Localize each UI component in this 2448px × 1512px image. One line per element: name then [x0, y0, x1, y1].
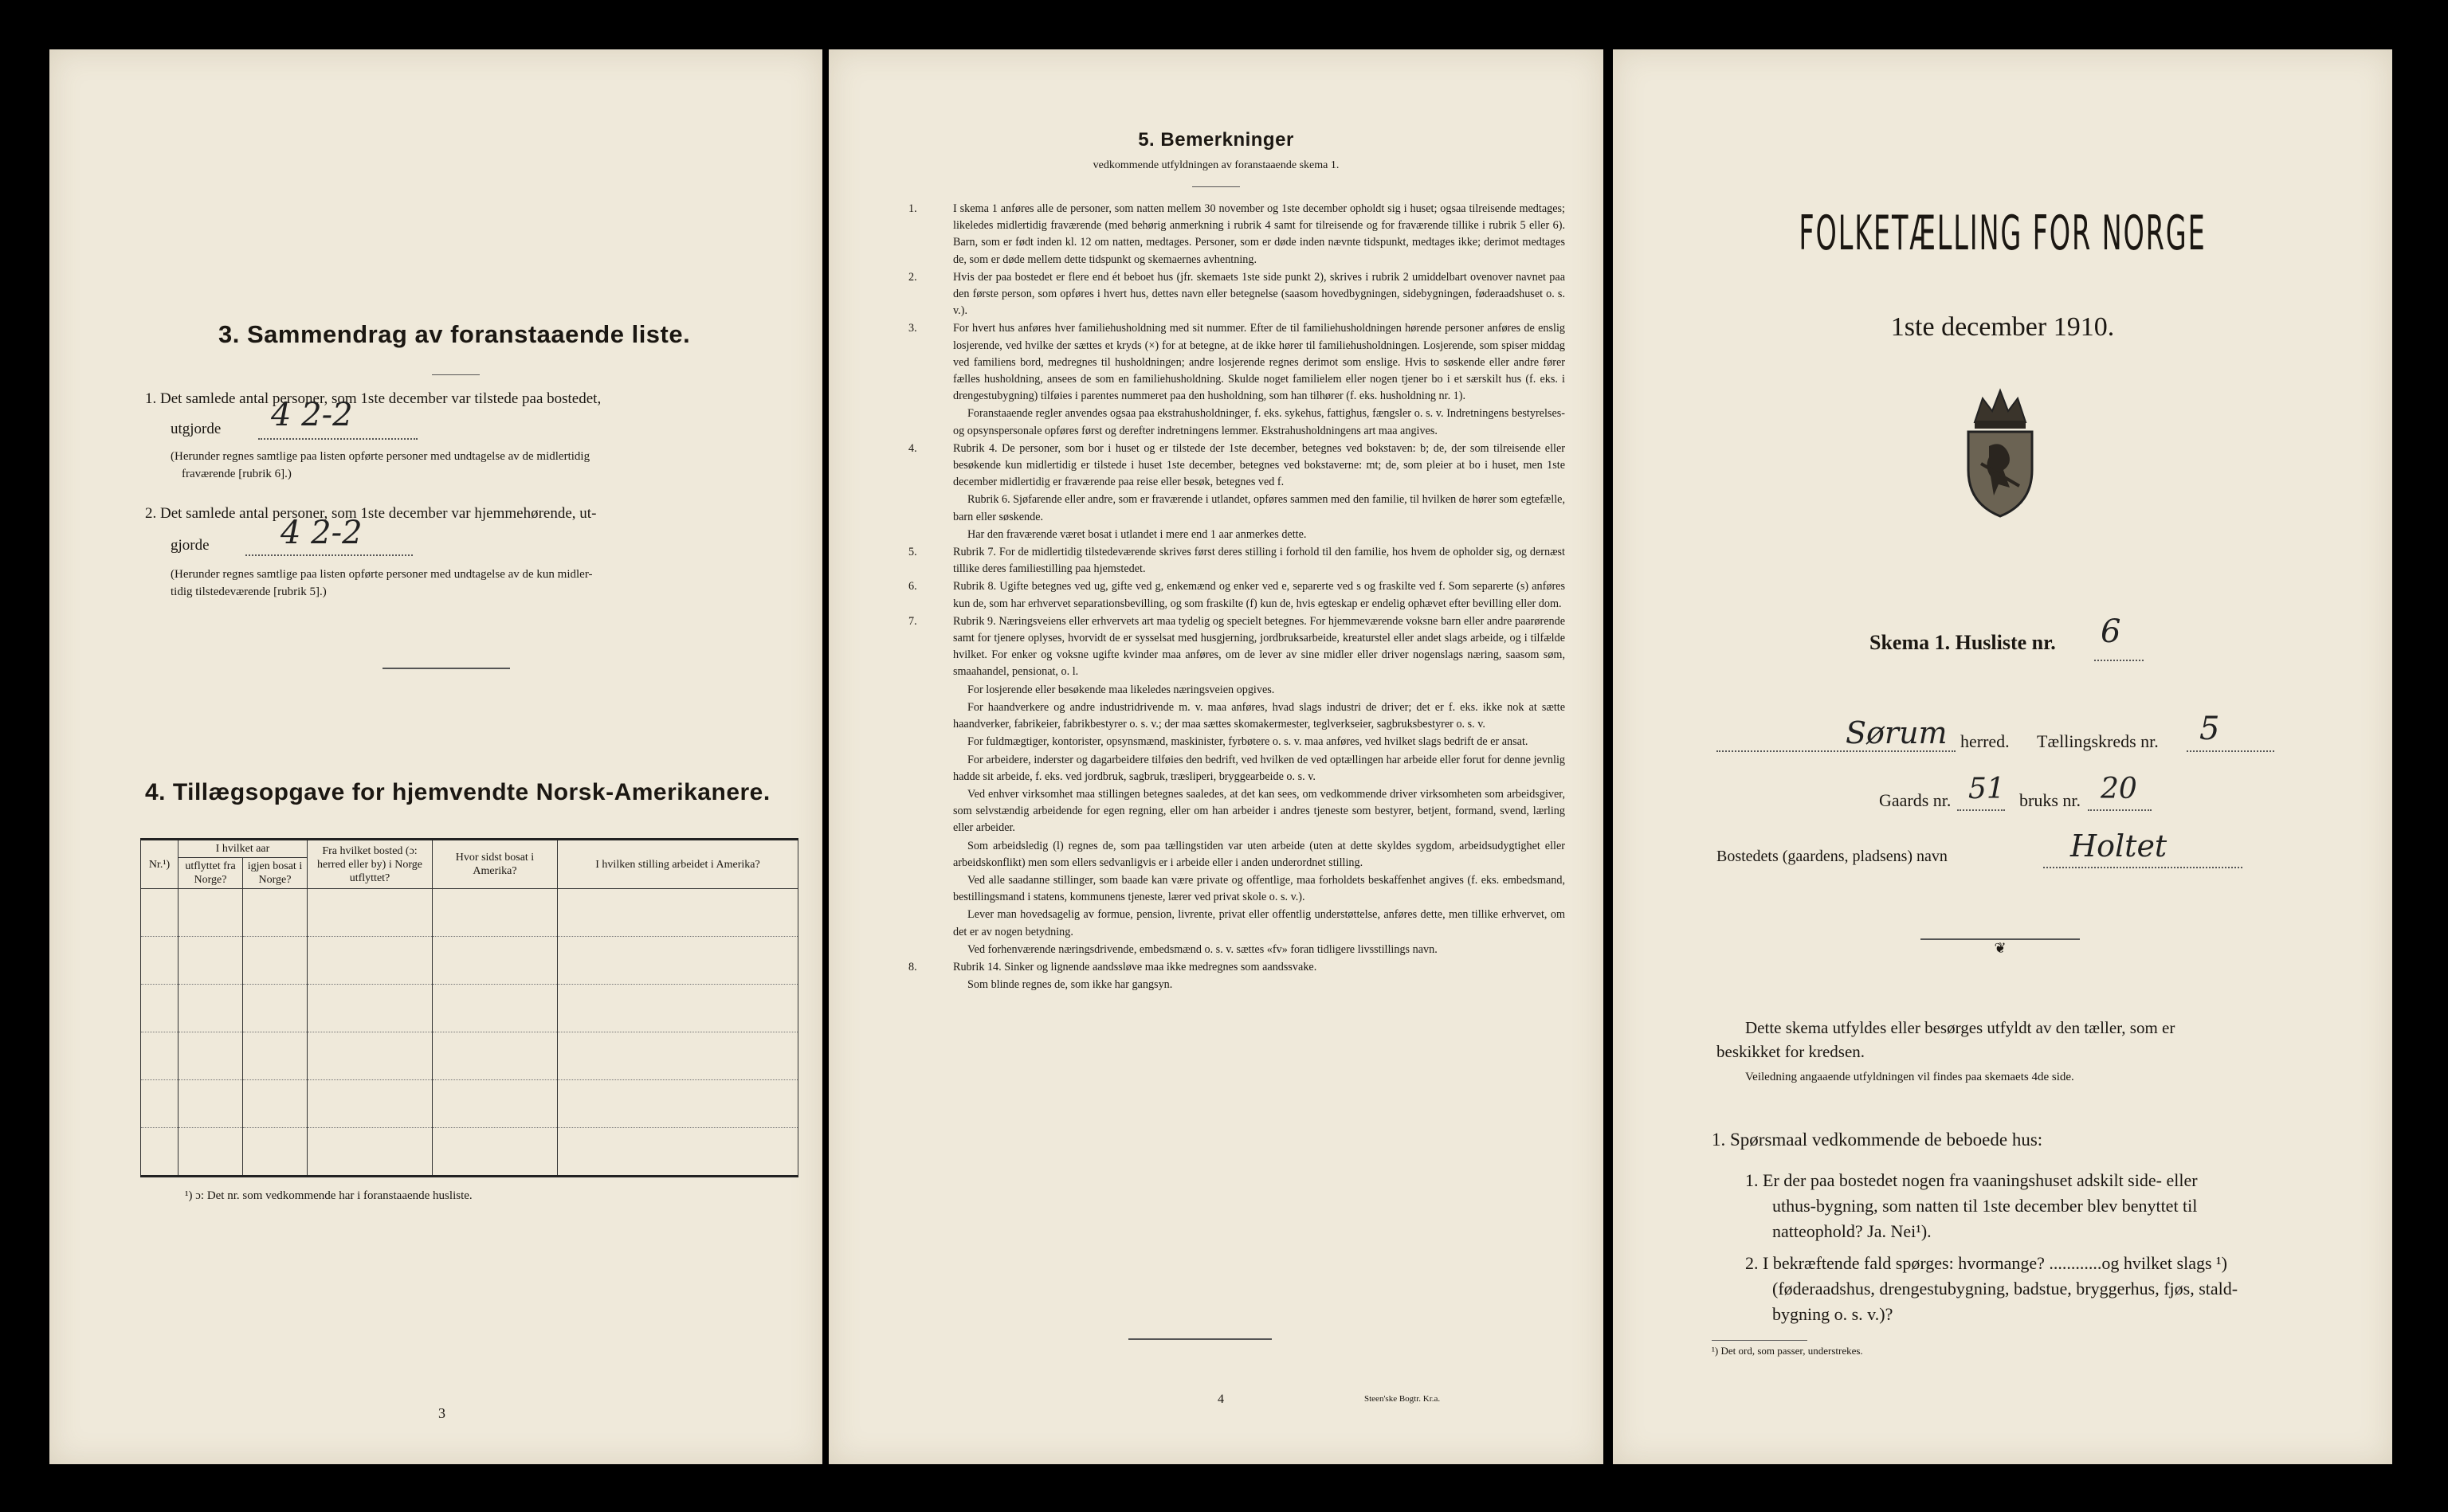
instruction-note: Veiledning angaaende utfyldningen vil findes paa skemaets 4de side.	[1745, 1071, 2074, 1083]
fill-line	[2088, 809, 2152, 811]
remark-text: For haandverkere og andre industridrivende m. v. maa anføres, hvad slags industri de driver; det er f. eks. ikke nok at sætte haandverker, fabrikeier, fabrikbestyrer o. s. v.; der maa sættes skomakermester, teglverkseier, sagbruksbestyrer o. s. v.	[953, 700, 1565, 731]
bruks-value[interactable]: 20	[2101, 773, 2137, 805]
instruction-line-1: Dette skema utfyldes eller besørges utfyldt av den tæller, som er	[1745, 1018, 2175, 1037]
remark-text: For hvert hus anføres hver familiehusholdning med sit nummer. Efter de til familiehusholdningen hørende personer anføres de enslig losjerende, ved hvilke der sættes et kryds (×) for at betegne, at de ikke hører til familiehusholdningen. Losjerende, som spiser middag ved familiens bord, medregnes til husholdningen; andre losjerende regnes derimot som enslige. Hvis to søskende eller andre fører fælles husholdning, ansees de som en familiehusholdning. Skulde noget familielem eller nogen tjener bo i et særskilt hus (f. eks. i drengestubygning) tilføies i parentes nummeret paa den husholdning, som han tilhører (f. eks. husholdning nr. 1).	[953, 322, 1565, 403]
question-2	[1745, 1251, 2238, 1327]
cover-page	[1613, 49, 2392, 1464]
page-number: 3	[438, 1405, 445, 1421]
remark-paragraph	[931, 527, 1565, 543]
remark-paragraph	[931, 682, 1565, 699]
note-line: fraværende [rubrik 6].)	[182, 468, 292, 480]
bruks-label: bruks nr.	[2019, 790, 2081, 810]
remark-paragraph	[931, 699, 1565, 733]
table-row	[141, 1080, 798, 1128]
question-line: 2. I bekræftende fald spørges: hvormange? ............og hvilket slags ¹)	[1745, 1253, 2227, 1273]
cover-date: 1ste december 1910.	[1890, 312, 2115, 342]
bosted-label: Bostedets (gaardens, pladsens) navn	[1716, 848, 1948, 865]
remark-text: Hvis der paa bostedet er flere end ét beboet hus (jfr. skemaets 1ste side punkt 2), skrives i rubrik 2 umiddelbart ovenover navnet paa den første person, som opføres i hvert hus, dettes navn eller betegnelse (saasom hovedbygningen, sidebygningen, føderaadshuset o. s. v.).	[953, 270, 1565, 318]
remark-paragraph	[908, 441, 1565, 492]
remark-paragraph	[908, 269, 1565, 320]
ornament-icon: ❦	[1994, 940, 2007, 956]
remark-number: 2.	[908, 270, 917, 284]
divider	[382, 668, 510, 669]
fill-line	[2094, 660, 2144, 661]
fill-line	[258, 438, 418, 440]
remarks-title: 5. Bemerkninger	[1138, 129, 1294, 151]
remark-number: 5.	[908, 546, 917, 559]
remark-paragraph	[931, 405, 1565, 439]
remark-text: Rubrik 6. Sjøfarende eller andre, som er fraværende i utlandet, opføres sammen med den familie, til hvilken de hører som egtefælle, barn eller søskende.	[953, 493, 1565, 523]
col-utflyttet: utflyttet fra Norge?	[178, 858, 243, 889]
table-row	[141, 937, 798, 985]
remark-text: For losjerende eller besøkende maa likeledes næringsveien opgives.	[967, 683, 1275, 696]
divider	[1128, 1338, 1272, 1340]
divider	[432, 374, 480, 375]
remark-paragraph	[931, 872, 1565, 906]
remark-text: Foranstaaende regler anvendes ogsaa paa ekstrahusholdninger, f. eks. sykehus, fattighus, fængsler o. s. v. Indretningens bestyrelses- og opsynspersonale opføres først og derefter indretningens lemmer. Ekstrahusholdningens art maa angives.	[953, 407, 1565, 437]
remark-number: 7.	[908, 614, 917, 628]
bosted-value[interactable]: Holtet	[2070, 828, 2168, 864]
skema-label: Skema 1. Husliste nr.	[1869, 631, 2056, 654]
remark-text: Har den fraværende været bosat i utlandet i mere end 1 aar anmerkes dette.	[967, 527, 1307, 541]
remark-paragraph	[931, 492, 1565, 525]
divider	[1192, 186, 1240, 187]
table-row	[141, 1128, 798, 1177]
remark-paragraph	[908, 320, 1565, 405]
cover-footnote: ¹) Det ord, som passer, understrekes.	[1712, 1345, 1863, 1357]
remark-text: For fuldmægtiger, kontorister, opsynsmænd, maskinister, fyrbøtere o. s. v. maa anføres, ved hvilket slags bedrift de er ansat.	[967, 735, 1528, 749]
question-1	[1745, 1168, 2198, 1244]
cover-title: FOLKETÆLLING FOR NORGE	[1799, 206, 2207, 261]
summary-item-1-value[interactable]: 4 2-2	[271, 397, 353, 433]
remark-text: Rubrik 9. Næringsveiens eller erhvervets art maa tydelig og specielt betegnes. For hjemmeværende voksne barn eller andre paarørende samt for tjenere oplyses, hvorvidt de er sysselsat med husgjerning, jordbruksarbeide, kreaturstel eller andet slags arbeide, og i tilfælde hvilket. For enker og voksne ugifte kvinder maa anføres, om de lever av sine midler eller driver nogenslags næring, saasom søm, smaahandel, pensionat, o. l.	[953, 614, 1565, 679]
fill-line	[2043, 867, 2242, 868]
remark-text: Som arbeidsledig (l) regnes de, som paa tællingstiden var uten arbeide (uten at dette skyldes sygdom, arbeidsudygtighet eller arbeidskonflikt) men som ellers sedvanligvis er i arbeide eller i anden underordnet stilling.	[953, 839, 1565, 869]
remarks-list	[908, 201, 1565, 994]
remark-paragraph	[931, 942, 1565, 958]
remark-number: 8.	[908, 960, 917, 973]
kreds-value[interactable]: 5	[2199, 711, 2220, 747]
table-footnote: ¹) ɔ: Det nr. som vedkommende har i foranstaaende husliste.	[185, 1189, 473, 1202]
remark-text: Ved forhenværende næringsdrivende, embedsmænd o. s. v. sættes «fv» foran tidligere livsstillings navn.	[967, 942, 1438, 956]
page-number: 4	[1218, 1393, 1224, 1406]
kreds-label: Tællingskreds nr.	[2037, 731, 2159, 751]
remark-text: Rubrik 8. Ugifte betegnes ved ug, gifte ved g, enkemænd og enker ved e, separerte ved s og fraskilte ved f. Som separerte (s) anføres kun de, som har erhvervet separationsbevilling, og som fraskilte (f) kun de, hvis egteskap er endelig ophævet efter bevilling eller dom.	[953, 580, 1565, 610]
summary-item-2-note	[171, 566, 808, 601]
fill-line	[2187, 750, 2274, 752]
instruction-line-2: beskikket for kredsen.	[1716, 1042, 1865, 1061]
remark-text: Som blinde regnes de, som ikke har gangsyn.	[967, 978, 1173, 992]
fill-line	[245, 554, 413, 556]
col-fra-bosted: Fra hvilket bosted (ɔ: herred eller by) i Norge utflyttet?	[308, 840, 433, 889]
remark-text: Ved alle saadanne stillinger, som baade kan være private og offentlige, maa forholdets beskaffenhet angives (f. eks. embedsmand, bestillingsmand i statens, kommunens tjeneste, lærer ved privat skole o. s. v.).	[953, 873, 1565, 904]
note-line: (Herunder regnes samtlige paa listen opførte personer med undtagelse av de midlertidig	[171, 450, 590, 463]
page-3	[49, 49, 822, 1464]
remark-paragraph	[908, 959, 1565, 976]
col-stilling: I hvilken stilling arbeidet i Amerika?	[558, 840, 798, 889]
table-row	[141, 889, 798, 937]
col-igjen: igjen bosat i Norge?	[243, 858, 308, 889]
remark-number: 4.	[908, 441, 917, 455]
remark-paragraph	[908, 544, 1565, 578]
printer-imprint: Steen'ske Bogtr. Kr.a.	[1364, 1394, 1441, 1404]
section-3-title: 3. Sammendrag av foranstaaende liste.	[218, 320, 691, 348]
norway-coat-of-arms-icon	[1957, 384, 2043, 519]
remark-number: 3.	[908, 322, 917, 335]
remark-number: 6.	[908, 580, 917, 593]
summary-item-2-value[interactable]: 4 2-2	[280, 515, 363, 551]
remark-number: 1.	[908, 202, 917, 215]
divider	[1712, 1340, 1807, 1341]
fill-line	[1957, 809, 2005, 811]
question-line: natteophold? Ja. Nei¹).	[1772, 1221, 1932, 1241]
question-line: 1. Er der paa bostedet nogen fra vaaningshuset adskilt side- eller	[1745, 1170, 2198, 1190]
note-line: tidig tilstedeværende [rubrik 5].)	[171, 586, 327, 598]
summary-item-1	[145, 387, 798, 411]
husliste-number[interactable]: 6	[2101, 613, 2121, 650]
remark-paragraph	[931, 786, 1565, 837]
table-row	[141, 985, 798, 1032]
section-4-title: 4. Tillægsopgave for hjemvendte Norsk-Amerikanere.	[145, 779, 771, 805]
col-hvor: Hvor sidst bosat i Amerika?	[433, 840, 558, 889]
remark-text: Rubrik 7. For de midlertidig tilstedeværende skrives først deres stilling i forhold til den familie, hos hvem de opholder sig, og dernæst tillike deres familiestilling paa hjemstedet.	[953, 546, 1565, 576]
question-line: uthus-bygning, som natten til 1ste december blev benyttet til	[1772, 1196, 2198, 1216]
remark-paragraph	[931, 977, 1565, 993]
remarks-subtitle: vedkommende utfyldningen av foranstaaende skema 1.	[1093, 159, 1340, 171]
col-group-year: I hvilket aar	[178, 840, 308, 858]
remark-paragraph	[908, 201, 1565, 268]
gaards-value[interactable]: 51	[1968, 773, 2005, 805]
herred-value[interactable]: Sørum	[1846, 715, 1948, 750]
summary-item-1-note	[171, 448, 808, 483]
question-line: (føderaadshus, drengestubygning, badstue, bryggerhus, fjøs, stald-	[1772, 1279, 2238, 1299]
summary-item-1-text: 1. Det samlede antal personer, som 1ste december var tilstede paa bostedet,	[145, 390, 602, 407]
col-nr: Nr.¹)	[141, 840, 178, 889]
question-line: bygning o. s. v.)?	[1772, 1304, 1893, 1324]
summary-item-2-text: 2. Det samlede antal personer, som 1ste december var hjemmehørende, ut-	[145, 505, 597, 522]
table-row	[141, 1032, 798, 1080]
fill-line	[1716, 750, 1956, 752]
remark-paragraph	[931, 907, 1565, 940]
remark-text: Ved enhver virksomhet maa stillingen betegnes saaledes, at det kan sees, om vedkommende driver virksomheten som arbeidsgiver, som selvstændig arbeidende for egen regning, eller om han arbeider i andres tjeneste som bestyrer, betjent, formand, svend, lærling eller arbeider.	[953, 787, 1565, 835]
remark-text: Lever man hovedsagelig av formue, pension, livrente, privat eller offentlig understøttelse, anføres dette, men tillike erhvervet, om det er av nogen betydning.	[953, 908, 1565, 938]
norsk-amerikanere-table	[140, 838, 798, 1177]
remark-paragraph	[931, 752, 1565, 785]
remark-text: Rubrik 4. De personer, som bor i huset og er tilstede der 1ste december, betegnes ved bokstaven: b; de, der som tilreisende eller besøkende kun midlertidig er tilstede i huset 1ste december, betegnes ved bokstaverne: mt; de, som pleier at bo i huset, men 1ste december midlertidig er fraværende paa reise eller besøk, betegnes ved f.	[953, 441, 1565, 489]
remark-text: For arbeidere, inderster og dagarbeidere tilføies den bedrift, ved hvilken de ved optællingen har arbeide eller forut for denne jevnlig hadde sit arbeide, f. eks. ved jordbruk, sagbruk, træsliperi, bryggearbeide o. s. v.	[953, 753, 1565, 783]
remark-paragraph	[908, 578, 1565, 612]
question-heading: 1. Spørsmaal vedkommende de beboede hus:	[1712, 1130, 2043, 1150]
remark-paragraph	[931, 734, 1565, 750]
herred-label: herred.	[1960, 731, 2010, 751]
page-4	[829, 49, 1603, 1464]
remark-text: I skema 1 anføres alle de personer, som natten mellem 30 november og 1ste december opholdt sig i huset; ogsaa tilreisende medtages; likeledes midlertidig fraværende (med behørig anmerkning i rubrik 4 samt for tilreisende og for fraværende tillike i rubrik 5 eller 6). Barn, som er født inden kl. 12 om natten, medtages. Personer, som er døde inden nævnte tidspunkt, medtages ikke; derimot medtages de, som er døde mellem dette tidspunkt og skemaernes avhentning.	[953, 202, 1565, 266]
remark-text: Rubrik 14. Sinker og lignende aandssløve maa ikke medregnes som aandssvake.	[953, 960, 1317, 973]
summary-item-2-label: gjorde	[171, 537, 210, 554]
remark-paragraph	[908, 613, 1565, 681]
remark-paragraph	[931, 838, 1565, 872]
gaards-label: Gaards nr.	[1879, 790, 1952, 810]
note-line: (Herunder regnes samtlige paa listen opførte personer med undtagelse av de kun midler-	[171, 568, 593, 581]
summary-item-1-label: utgjorde	[171, 421, 222, 437]
